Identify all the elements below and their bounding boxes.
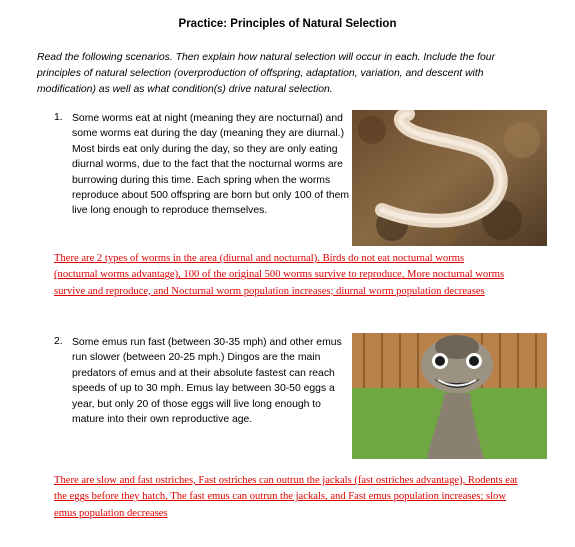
scenario-1-text: Some worms eat at night (meaning they are nocturnal) and some worms eat during the day (meaning they are diurnal.) Most birds eat only during the day, so they are only eating diurnal worms, due to the fact that the nocturnal worms are burrowing during this time. Each spring when the worms reproduce about 500 offspring are born but only 100 of them live long enough to reproduce themselves. bbox=[72, 113, 350, 217]
page-title: Practice: Principles of Natural Selection bbox=[178, 18, 397, 30]
worm-photo bbox=[352, 110, 547, 246]
scenario-1-answer: There are 2 types of worms in the area (diurnal and nocturnal). Birds do not eat nocturnal worms (nocturnal worms advantage), 100 of the original 500 worms survive to reproduce, More nocturnal worms survive and reproduce, and Nocturnal worm population increases; diurnal worm population decreases bbox=[54, 253, 505, 297]
emu-photo bbox=[352, 333, 547, 459]
scenario-2-text: Some emus run fast (between 30-35 mph) and other emus run slower (between 20-25 mph.) Dingos are the main predators of emus and at their absolute fastest can reach speeds of up to 30 mph. Emus lay between 30-50 eggs a year, but only 20 of those eggs will live long enough to mature into their own reproductive age. bbox=[72, 337, 342, 426]
scenario-2-number: 2. bbox=[54, 336, 63, 347]
scenario-1-number: 1. bbox=[54, 112, 63, 123]
scenario-2-answer: There are slow and fast ostriches, Fast ostriches can outrun the jackals (fast ostriches advantage), Rodents eat the eggs before they hatch, The fast emus can outrun the jackals, and Fast emus population increases; slow emus population decreases bbox=[54, 475, 518, 519]
instructions-paragraph: Read the following scenarios. Then explain how natural selection will occur in each. Include the four principles of natural selection (overproduction of offspring, adaptation, variation, and descent with modification) as well as what condition(s) drive natural selection. bbox=[37, 52, 496, 95]
